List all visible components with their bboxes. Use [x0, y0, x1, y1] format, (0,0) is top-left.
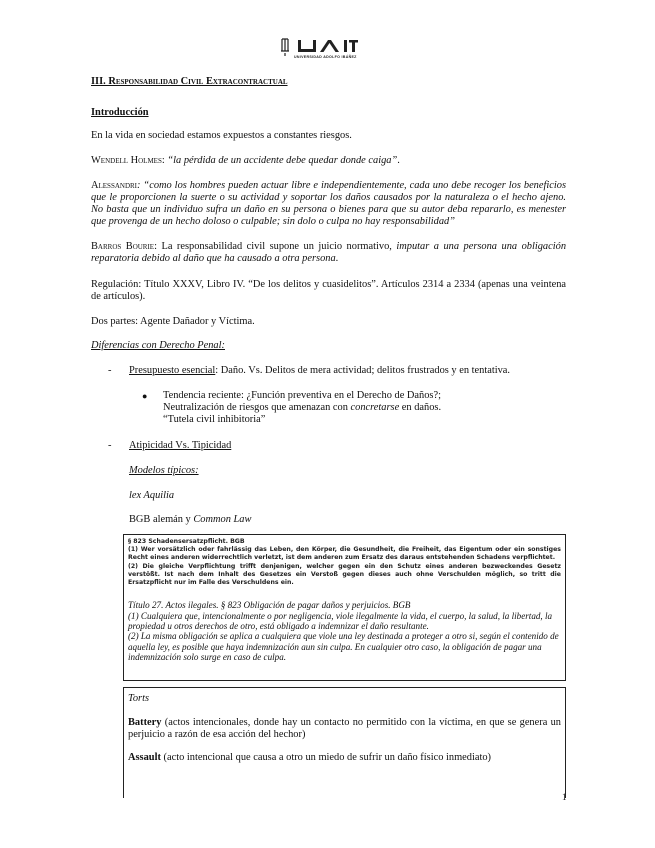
torts-battery: Battery (actos intencionales, donde hay un contacto no permitido con la víctima, en que se genera un perjuicio a razón de esa acción del hechor)	[128, 717, 561, 740]
bgb-german-paragraph-2: (2) Die gleiche Verpflichtung trifft denjenigen, welcher gegen ein den Schutz eines anderen bezweckendes Gesetz verstößt. Ist nach dem Inhalt des Gesetzes ein Verstoß gegen dieses auch ohne Verschulden möglich, so tritt die Ersatzpflicht nur im Falle des Verschuldens ein.	[128, 562, 561, 587]
author-alessandri: Alessandri	[91, 180, 138, 191]
model-lex-aquilia: lex Aquilia	[129, 490, 175, 501]
section-heading: III. Responsabilidad Civil Extracontractual	[91, 76, 288, 87]
author-holmes: Wendell Holmes	[91, 155, 162, 166]
torts-title: Torts	[128, 693, 149, 704]
page-number: 1	[562, 792, 567, 802]
logo-subtitle: UNIVERSIDAD ADOLFO IBÁÑEZ	[294, 55, 357, 59]
barros-definition: imputar a una persona una obligación reparatoria debido al daño que ha causado a otra persona	[91, 241, 567, 264]
models-title: Modelos típicos:	[129, 465, 199, 476]
paragraph-barros: Barros Bourie: La responsabilidad civil supone un juicio normativo, imputar a una persona una obligación reparatoria debido al daño que ha causado a otra persona.	[91, 241, 567, 264]
dash-marker: -	[108, 365, 112, 376]
bgb-quote-box	[123, 534, 566, 681]
bgb-german-title: § 823 Schadensersatzpflicht. BGB	[128, 538, 245, 545]
bgb-spanish-title: Título 27. Actos ilegales. § 823 Obligación de pagar daños y perjuicios. BGB	[128, 600, 411, 611]
author-barros: Barros Bourie	[91, 241, 155, 252]
bgb-spanish-paragraph-1: (1) Cualquiera que, intencionalmente o por negligencia, viole ilegalmente la vida, el cuerpo, la salud, la libertad, la propiedad u otros derechos de otro, está obligado a indemnizar el daño resultante.	[128, 610, 553, 632]
list-item-presupuesto: Presupuesto esencial: Daño. Vs. Delitos de mera actividad; delitos frustrados y en tentativa.	[129, 365, 510, 376]
holmes-quote: “la pérdida de un accidente debe quedar donde caiga”	[167, 155, 398, 166]
paragraph-alessandri: Alessandri: “como los hombres pueden actuar libre e independientemente, cada uno debe recoger los beneficios que le proporcionen la suerte o su actividad y soportar los daños causados por la naturaleza o el hecho ajeno. No basta que un individuo sufra un daño en su persona o bienes para que su autor deba repararlo, es menester que provenga de un hecho doloso o culpable; sin dolo o culpa no hay responsabilidad”	[91, 180, 566, 227]
bgb-spanish-paragraph-2: (2) La misma obligación se aplica a cualquiera que viole una ley destinada a proteger a otro si, según el contenido de aquella ley, es posible que haya indemnización aun sin culpa. En cualquier otro caso, la obligación de pagar una indemnización solo surge en caso de culpa.	[128, 631, 559, 663]
paragraph-parties: Dos partes: Agente Dañador y Víctima.	[91, 316, 255, 327]
bullet-line-2: Neutralización de riesgos que amenazan con concretarse en daños.	[163, 402, 442, 413]
paragraph-regulation: Regulación: Título XXXV, Libro IV. “De los delitos y cuasidelitos”. Artículos 2314 a 2334 (apenas una veintena de artículos).	[91, 279, 566, 302]
bullet-line-1: Tendencia reciente: ¿Función preventiva en el Derecho de Daños?;	[163, 390, 441, 401]
bullet-marker: ●	[142, 391, 148, 401]
torts-assault: Assault (acto intencional que causa a otro un miedo de sufrir un daño físico inmediato)	[128, 752, 492, 763]
torts-box	[123, 687, 566, 798]
presupuesto-label: Presupuesto esencial	[129, 365, 216, 376]
list-item-atipicidad: Atipicidad Vs. Tipicidad	[129, 440, 232, 451]
dash-marker: -	[108, 440, 112, 451]
bullet-line-3: “Tutela civil inhibitoria”	[163, 414, 266, 425]
model-bgb-common-law: BGB alemán y Common Law	[129, 514, 252, 525]
paragraph-risks: En la vida en sociedad estamos expuestos a constantes riesgos.	[91, 130, 352, 141]
paragraph-holmes: Wendell Holmes: “la pérdida de un accidente debe quedar donde caiga”.	[91, 155, 400, 166]
differences-title: Diferencias con Derecho Penal:	[91, 340, 225, 351]
bgb-german-paragraph-1: (1) Wer vorsätzlich oder fahrlässig das Leben, den Körper, die Gesundheit, die Freiheit, das Eigentum oder ein sonstiges Recht eines anderen widerrechtlich verletzt, ist dem anderen zum Ersatz des daraus entstehenden Schadens verpflichtet.	[128, 546, 561, 562]
intro-title: Introducción	[91, 107, 149, 118]
